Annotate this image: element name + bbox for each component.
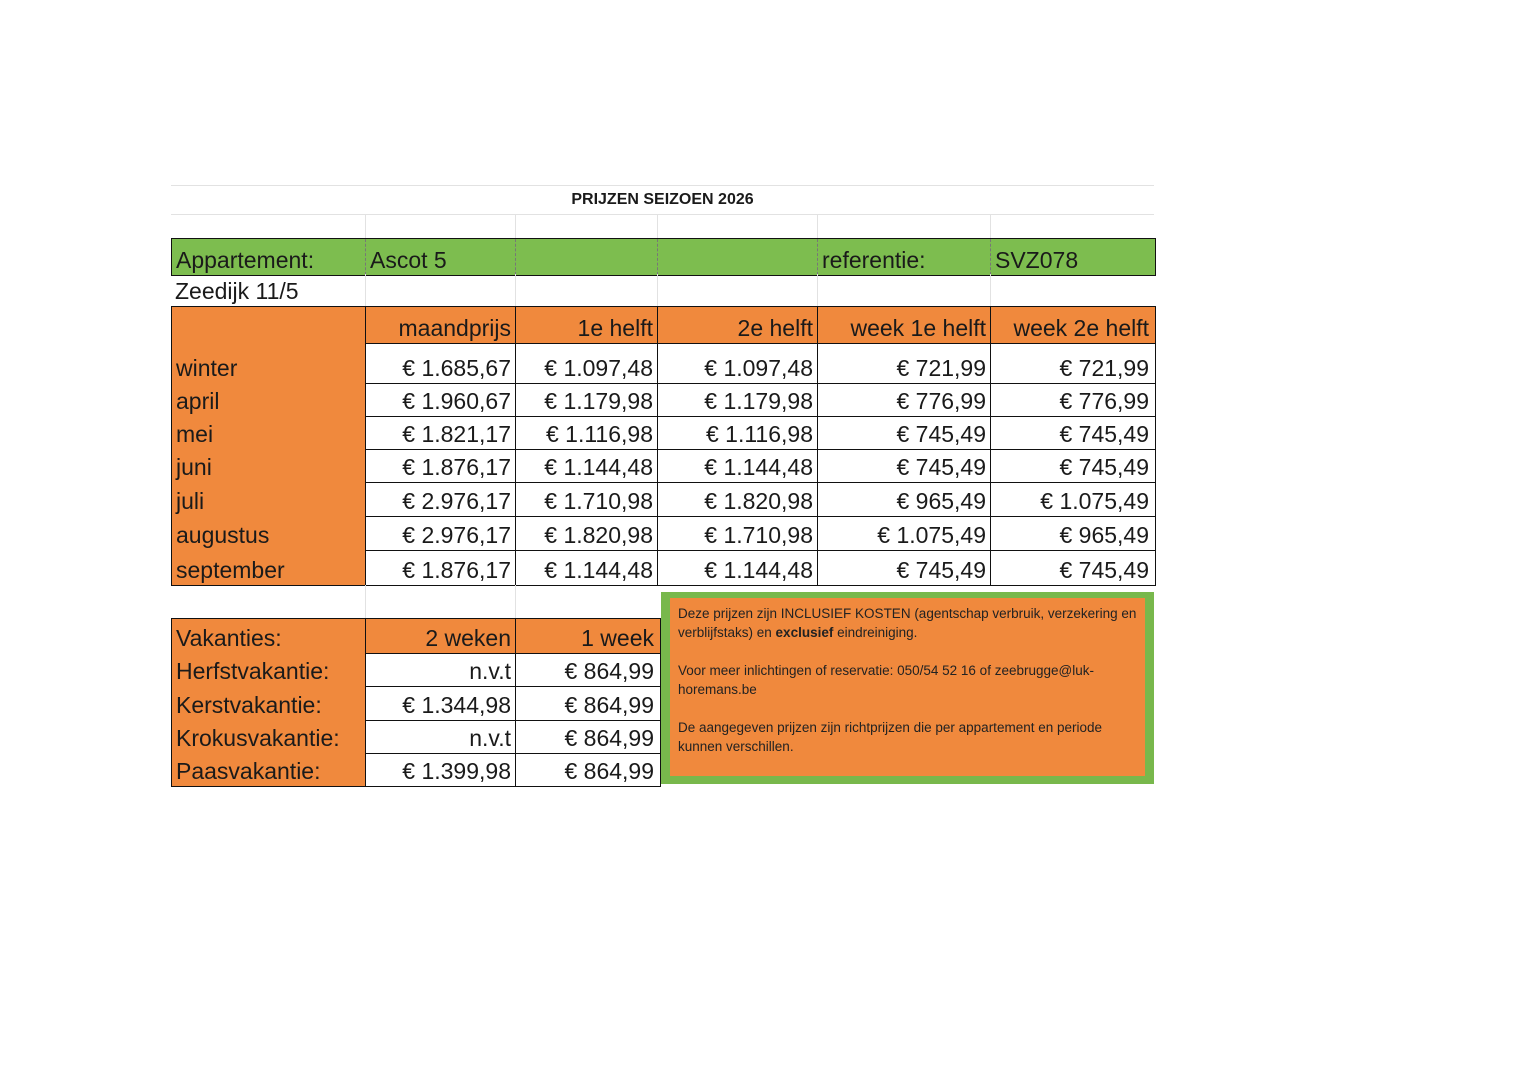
empty-cell [657,239,817,275]
price-cell: € 965,49 [990,516,1153,550]
title-row [171,185,1154,215]
price-cell: € 745,49 [817,416,990,449]
header-maandprijs: maandprijs [365,307,515,343]
holiday-label: Paasvakantie: [172,753,365,786]
table-row [171,416,1156,450]
header-1e-helft: 1e helft [515,307,657,343]
price-cell: € 745,49 [990,449,1153,482]
holiday-cell: € 864,99 [515,753,658,786]
price-cell: € 1.876,17 [365,550,515,585]
holiday-cell: n.v.t [365,720,515,753]
spacer-cell [657,214,817,238]
table-row [171,342,1156,384]
holiday-cell: € 864,99 [515,686,658,720]
apartment-row [171,238,1156,276]
empty-cell [515,239,657,275]
header-week-1e-helft: week 1e helft [817,307,990,343]
spacer-cell [817,274,990,306]
price-cell: € 1.685,67 [365,342,515,383]
holiday-label: Krokusvakantie: [172,720,365,753]
price-cell: € 1.179,98 [515,383,657,416]
address-row [171,274,1154,306]
spacer-row [171,214,1154,238]
row-label: mei [172,416,365,449]
price-cell: € 1.960,67 [365,383,515,416]
spacer-cell [171,585,365,618]
apartment-label: Appartement: [176,247,315,273]
price-cell: € 745,49 [990,416,1153,449]
price-cell: € 1.710,98 [515,482,657,516]
price-cell: € 1.116,98 [657,416,817,449]
price-cell: € 1.820,98 [515,516,657,550]
price-cell: € 776,99 [817,383,990,416]
note-contact: Voor meer inlichtingen of reservatie: 050/54 52 16 of zeebrugge@luk-horemans.be [678,663,1094,697]
price-cell: € 1.097,48 [515,342,657,383]
note-text: Deze prijzen zijn INCLUSIEF KOSTEN (agentschap verbruik, verzekering en verblijfstaks) en [678,606,1137,640]
holiday-label: Kerstvakantie: [172,686,365,720]
price-cell: € 745,49 [817,449,990,482]
table-row [171,720,661,754]
price-cell: € 1.710,98 [657,516,817,550]
header-cell [172,307,365,343]
price-cell: € 1.075,49 [817,516,990,550]
price-header-row [171,306,1156,344]
price-cell: € 745,49 [990,550,1153,585]
spacer-row [171,585,659,618]
spacer-cell [365,214,515,238]
price-cell: € 2.976,17 [365,516,515,550]
spacer-cell [171,214,365,238]
row-label: april [172,383,365,416]
row-label: juli [172,482,365,516]
table-row [171,652,661,687]
spacer-cell [657,274,817,306]
holiday-cell: € 864,99 [515,720,658,753]
info-note [661,592,1154,784]
holiday-cell: € 1.344,98 [365,686,515,720]
price-cell: € 2.976,17 [365,482,515,516]
table-row [171,482,1156,517]
price-cell: € 1.144,48 [657,449,817,482]
holiday-label: Herfstvakantie: [172,652,365,686]
holiday-cell: n.v.t [365,652,515,686]
price-cell: € 1.116,98 [515,416,657,449]
price-cell: € 776,99 [990,383,1153,416]
note-disclaimer: De aangegeven prijzen zijn richtprijzen die per appartement en periode kunnen verschillen. [678,720,1103,754]
info-note-content [670,598,1145,776]
spacer-cell [990,274,1154,306]
price-cell: € 721,99 [817,342,990,383]
table-row [171,383,1156,417]
spacer-cell [990,214,1154,238]
row-label: juni [172,449,365,482]
table-row [171,516,1156,551]
header-week-2e-helft: week 2e helft [990,307,1153,343]
price-cell: € 1.144,48 [515,449,657,482]
holiday-cell: € 1.399,98 [365,753,515,786]
price-cell: € 1.097,48 [657,342,817,383]
spacer-cell [515,585,659,618]
apartment-name: Ascot 5 [365,239,515,275]
row-label: winter [172,342,365,383]
table-row [171,449,1156,483]
spacer-cell [515,214,657,238]
price-cell: € 965,49 [817,482,990,516]
note-paragraph [678,604,1137,642]
header-1-week: 1 week [515,619,658,653]
page-title: PRIJZEN SEIZOEN 2026 [571,191,754,208]
price-cell: € 1.179,98 [657,383,817,416]
price-cell: € 1.821,17 [365,416,515,449]
row-label: september [172,550,365,585]
holiday-header-row [171,618,661,654]
header-2-weken: 2 weken [365,619,515,653]
holiday-cell: € 864,99 [515,652,658,686]
table-row [171,686,661,721]
row-label: augustus [172,516,365,550]
header-vakanties: Vakanties: [176,625,282,651]
price-cell: € 1.876,17 [365,449,515,482]
price-cell: € 1.075,49 [990,482,1153,516]
price-cell: € 1.820,98 [657,482,817,516]
table-row [171,550,1156,586]
spacer-cell [817,214,990,238]
spacer-cell [365,585,515,618]
spacer-cell [515,274,657,306]
reference-value: SVZ078 [990,239,1153,275]
reference-label: referentie: [817,239,990,275]
price-cell: € 1.144,48 [657,550,817,585]
header-2e-helft: 2e helft [657,307,817,343]
price-cell: € 745,49 [817,550,990,585]
price-cell: € 721,99 [990,342,1153,383]
table-row [171,753,661,787]
apartment-address: Zeedijk 11/5 [175,278,299,304]
note-emphasis: exclusief [775,625,834,640]
price-cell: € 1.144,48 [515,550,657,585]
spacer-cell [365,274,515,306]
note-text: eindreiniging. [833,625,918,640]
